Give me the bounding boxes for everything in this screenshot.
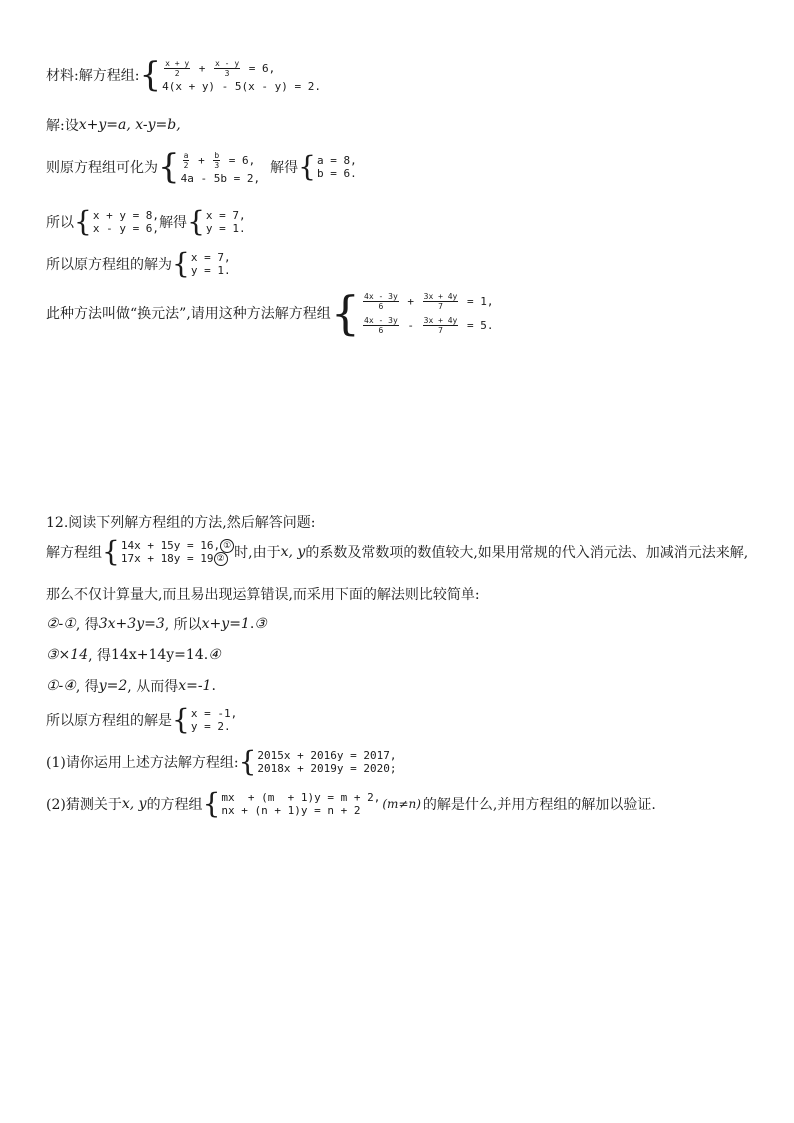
- material-eq2: 4(x + y) - 5(x - y) = 2.: [162, 80, 322, 93]
- q12-line2: 那么不仅计算量大,而且易出现运算错误,而采用下面的解法则比较简单:: [46, 587, 480, 603]
- material-prefix: 材料:解方程组:: [46, 67, 140, 84]
- material-system: { $\frac{x + y}{2}$ + $\frac{x - y}{3}$ = 6, 4(x + y) - 5(x - y) = 2.: [139, 54, 322, 95]
- q12-step1: ②-① , 得 3x+3y=3 , 所以 x+y=1 . ③: [46, 616, 267, 633]
- substitution-expr: x+y=a, x-y=b,: [78, 117, 181, 133]
- q12-step2: ③×14 , 得 14x+14y=14 . ④: [46, 647, 221, 664]
- q12-part2: (2)猜测关于 x, y 的方程组 { mx + (m + 1)y = m + 2, nx + (n + 1)y = n + 2 (m≠n) 的解是什么,并用方程组的解加以验证.: [46, 787, 656, 820]
- q12-line1: 解方程组 { 14x + 15y = 16, ① 17x + 18y = 19 ② 时,由于 x, y 的系数及常数项的数值较大,如果用常规的代入消元法、加减消元法来解,: [46, 535, 749, 568]
- so-line: 所以 { x + y = 8, x - y = 6, 解得 { x = 7, y = 1.: [46, 205, 246, 238]
- transformed-line: 则原方程组可化为 { $\frac{a}{2}$ + $\frac{b}{3}$ = 6, 4a - 5b = 2, 解得 { a = 8, b = 6.: [46, 146, 357, 187]
- circled-mark-1: ①: [220, 539, 234, 553]
- q12-step3: ①-④ , 得 y=2 , 从而得 x=-1 .: [46, 678, 216, 695]
- q12-title: 12.阅读下列解方程组的方法,然后解答问题:: [46, 515, 316, 531]
- left-brace: {: [139, 54, 162, 95]
- transformed-system: { $\frac{a}{2}$ + $\frac{b}{3}$ = 6, 4a - 5b = 2,: [158, 146, 261, 187]
- transformed-solution: { a = 8, b = 6.: [298, 149, 357, 183]
- exercise-line: 此种方法叫做“换元法”,请用这种方法解方程组 { $\frac{4x - 3y}{6}$ + $\frac{3x + 4y}{7}$ = 1, $\frac{4x - 3y}{6}$ - $\frac{3x + 4y}{7}$ = 5.: [46, 286, 494, 340]
- circled-mark-2: ②: [214, 552, 228, 566]
- q12-result: 所以原方程组的解是 { x = -1, y = 2.: [46, 703, 238, 736]
- final-line: 所以原方程组的解为 { x = 7, y = 1.: [46, 247, 231, 280]
- substitution-line: 解:设 x+y=a, x-y=b,: [46, 117, 181, 134]
- material-line: [46, 56, 321, 93]
- q12-part1: (1)请你运用上述方法解方程组: { 2015x + 2016y = 2017, 2018x + 2019y = 2020;: [46, 745, 397, 778]
